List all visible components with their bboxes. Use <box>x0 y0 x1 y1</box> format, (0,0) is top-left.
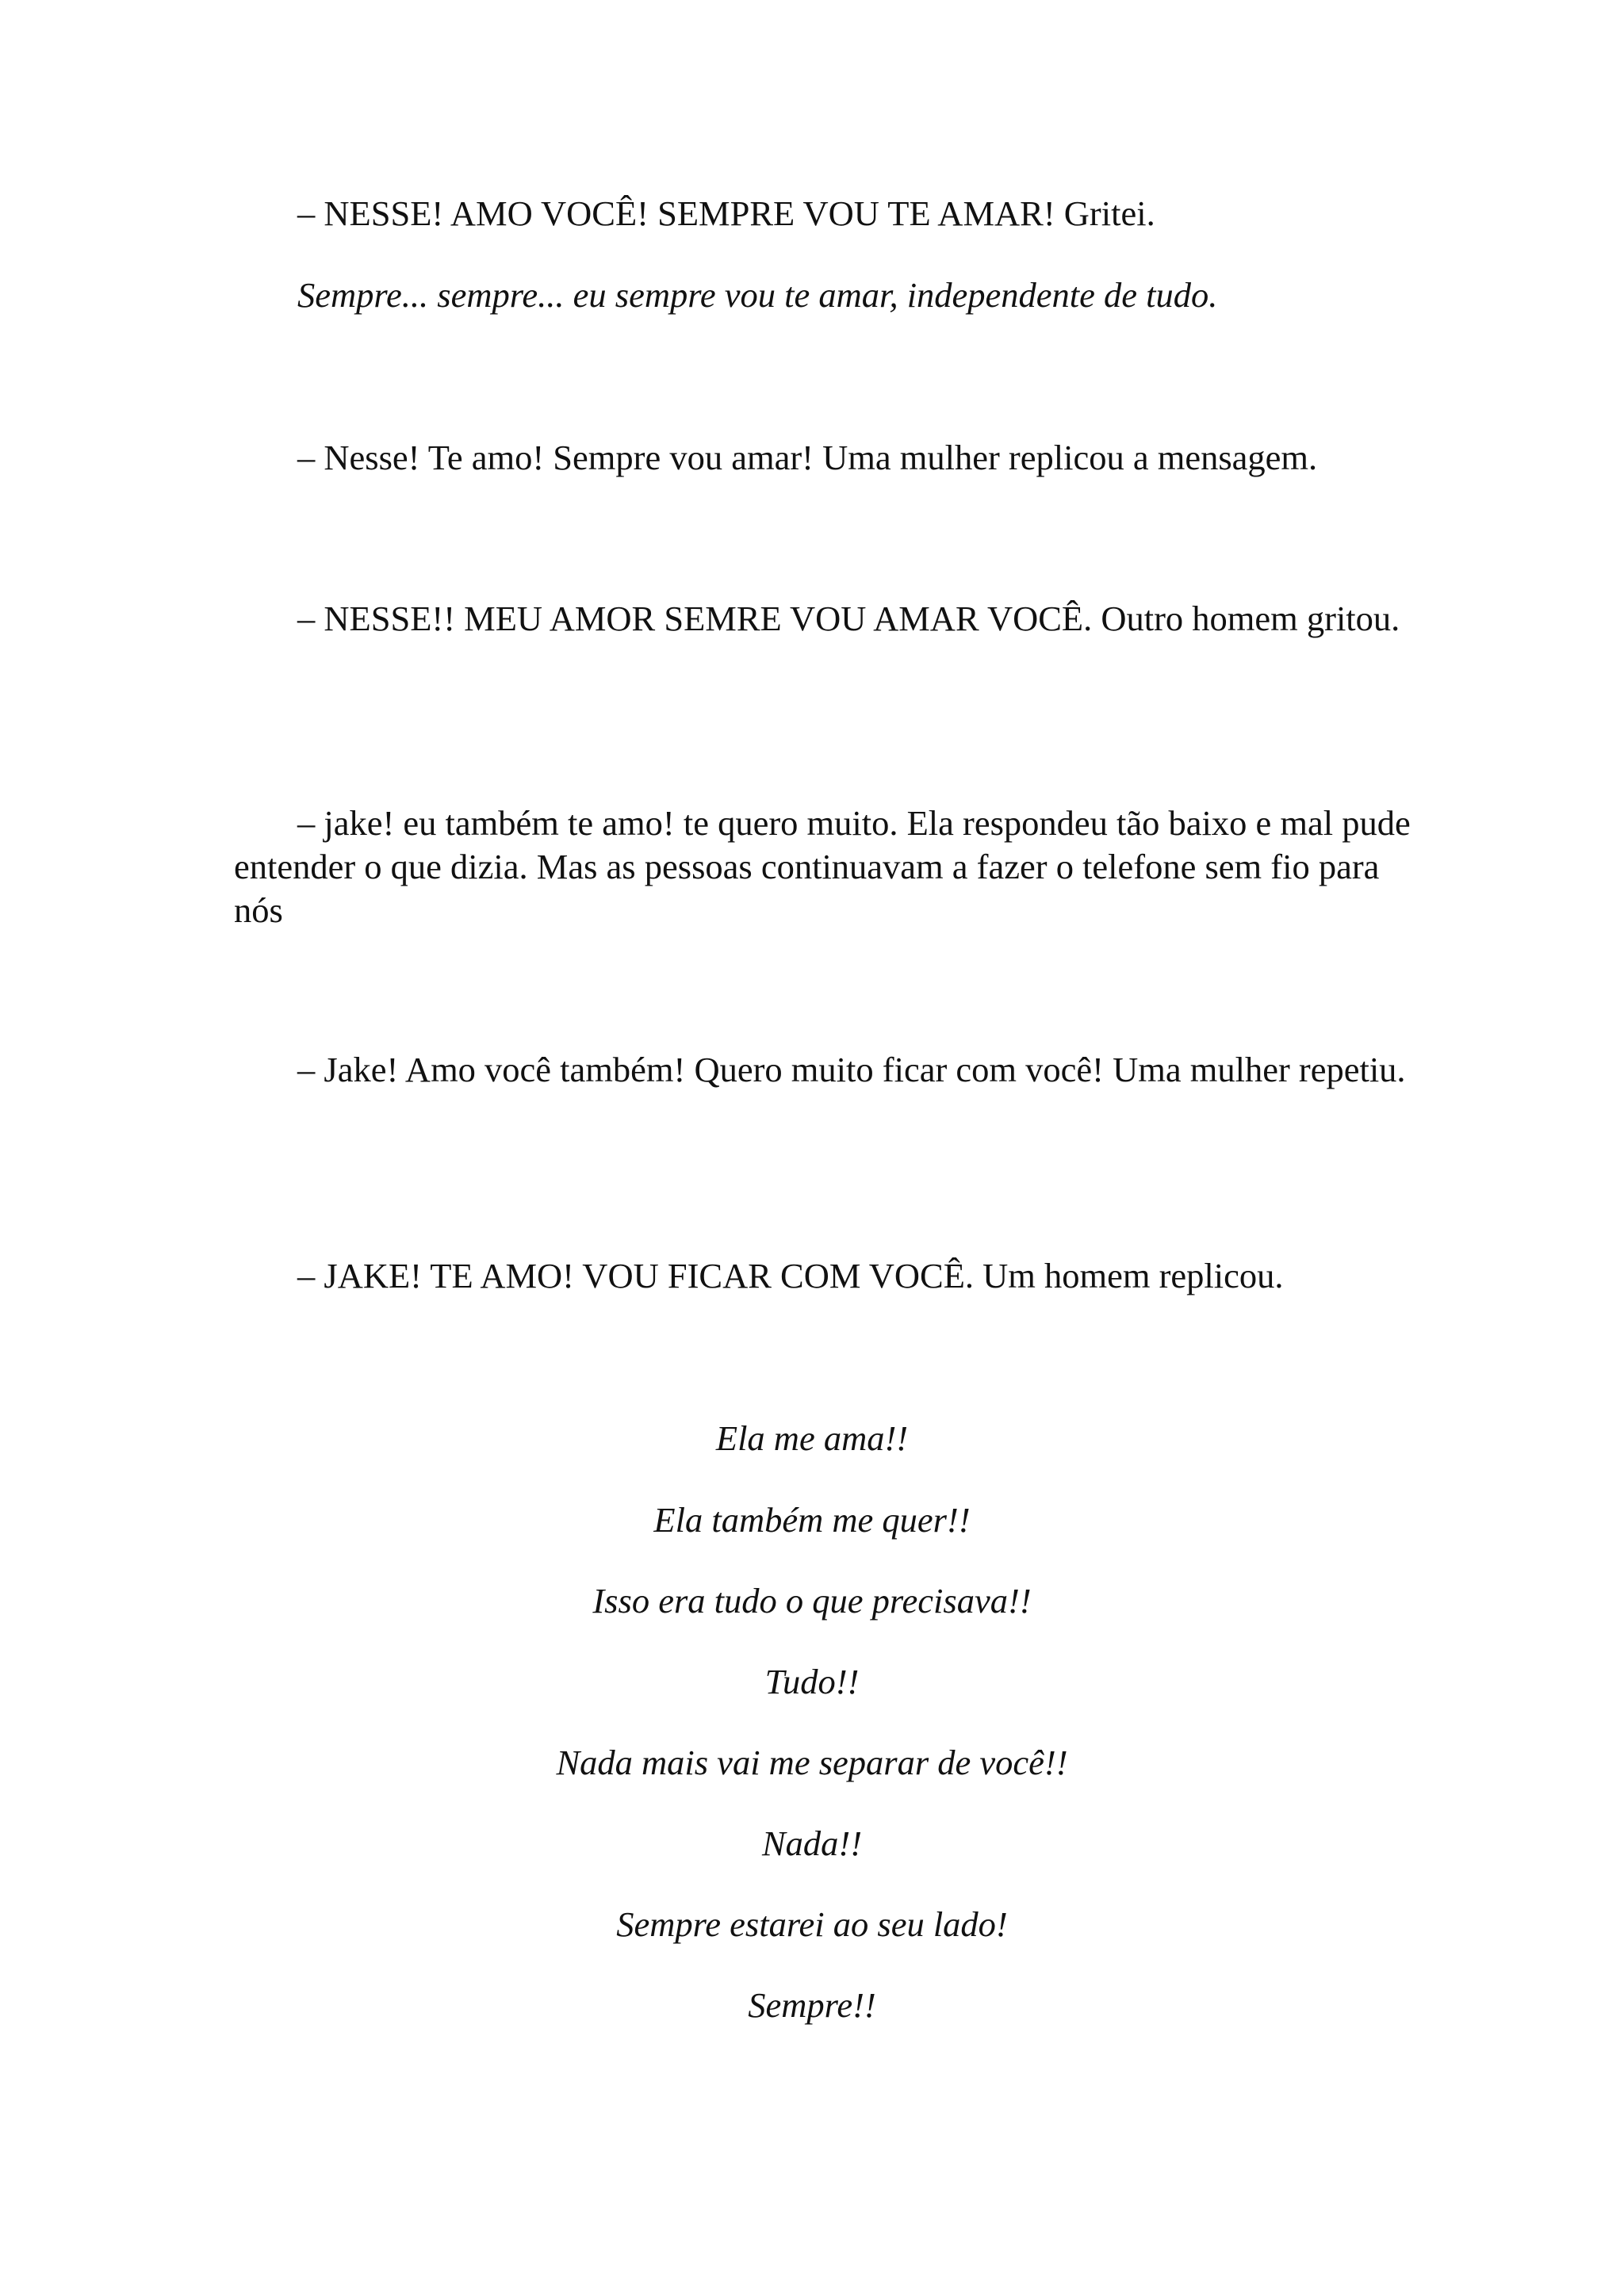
centered-line-4: Tudo!! <box>764 1662 860 1701</box>
centered-line-2: Ela também me quer!! <box>653 1500 971 1540</box>
centered-line-5: Nada mais vai me separar de você!! <box>556 1743 1068 1782</box>
paragraph-4: – NESSE!! MEU AMOR SEMRE VOU AMAR VOCÊ. Outro homem gritou. <box>297 599 1400 638</box>
paragraph-2: Sempre... sempre... eu sempre vou te amar, independente de tudo. <box>297 275 1218 315</box>
paragraph-3: – Nesse! Te amo! Sempre vou amar! Uma mulher replicou a mensagem. <box>297 438 1318 477</box>
paragraph-5: – jake! eu também te amo! te quero muito. Ela respondeu tão baixo e mal pude entender o que dizia. Mas as pessoas continuavam a fazer o telefone sem fio para nós <box>234 803 1411 930</box>
centered-line-6: Nada!! <box>761 1823 863 1863</box>
paragraph-1: – NESSE! AMO VOCÊ! SEMPRE VOU TE AMAR! Gritei. <box>297 193 1155 233</box>
centered-line-8: Sempre!! <box>748 1985 876 2025</box>
centered-line-3: Isso era tudo o que precisava!! <box>592 1581 1032 1621</box>
paragraph-6: – Jake! Amo você também! Quero muito ficar com você! Uma mulher repetiu. <box>297 1050 1406 1089</box>
centered-line-1: Ela me ama!! <box>715 1418 909 1458</box>
paragraph-7: – JAKE! TE AMO! VOU FICAR COM VOCÊ. Um homem replicou. <box>297 1256 1284 1295</box>
centered-line-7: Sempre estarei ao seu lado! <box>616 1904 1008 1944</box>
